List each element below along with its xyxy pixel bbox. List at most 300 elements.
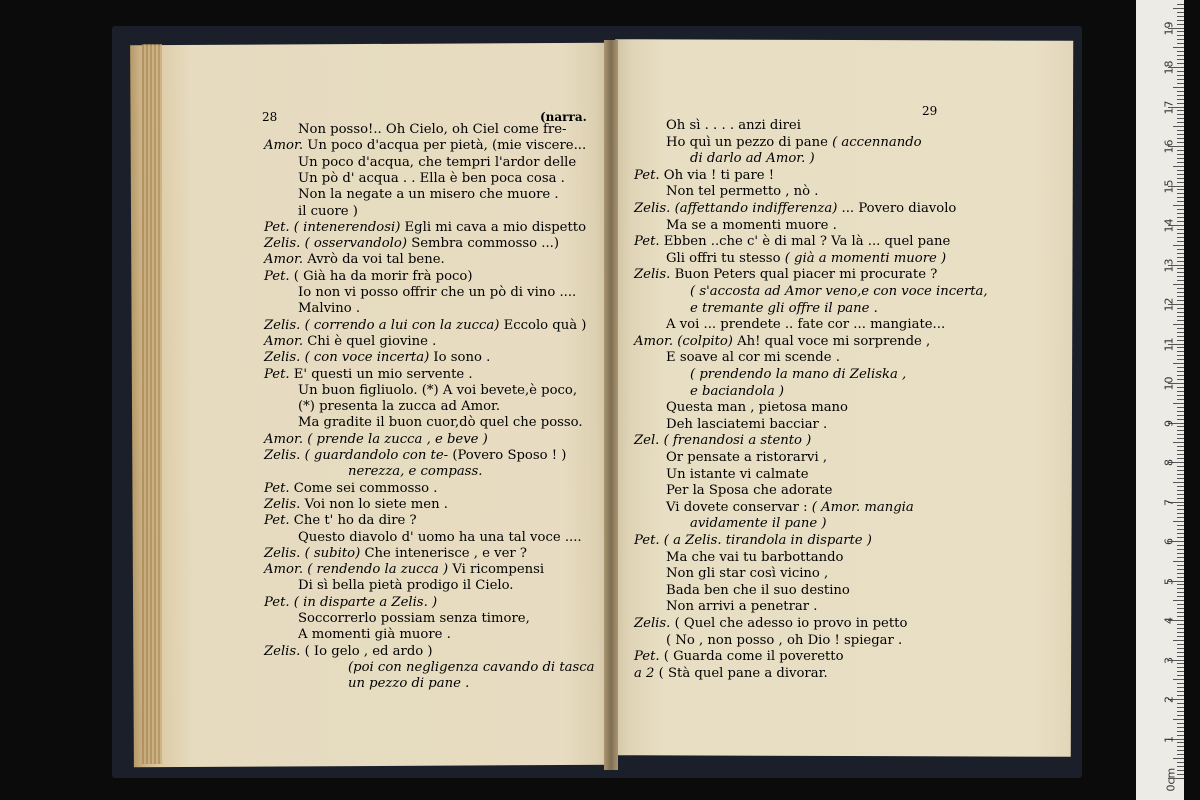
ruler-tick: [1173, 245, 1184, 246]
stage-direction: ( intenerendosi): [293, 219, 401, 235]
verse-text: Io non vi posso offrir che un pò di vino ....: [298, 285, 577, 300]
ruler-tick: [1177, 490, 1184, 491]
text-line: [348, 464, 482, 480]
ruler-tick: [1177, 407, 1184, 408]
ruler-label: 17: [1162, 100, 1176, 114]
ruler-tick: [1177, 189, 1184, 190]
ruler-tick: [1177, 39, 1184, 40]
ruler-tick: [1177, 197, 1184, 198]
ruler-tick: [1177, 533, 1184, 534]
ruler-tick: [1177, 592, 1184, 593]
ruler-tick: [1173, 442, 1184, 443]
ruler-tick: [1177, 312, 1184, 313]
ruler-tick: [1177, 486, 1184, 487]
ruler-tick: [1177, 430, 1184, 431]
speaker-name: Zelis.: [264, 236, 301, 252]
verse-text: Ma che vai tu barbottando: [666, 549, 844, 565]
ruler-tick: [1177, 470, 1184, 471]
ruler-tick: [1177, 20, 1184, 21]
ruler-label: 12: [1162, 297, 1176, 312]
text-line: [666, 550, 843, 566]
verse-text: E soave al cor mi scende .: [666, 350, 840, 366]
verse-text: Che t' ho da dire ?: [293, 513, 417, 529]
ruler-tick: [1177, 675, 1184, 676]
stage-direction: ( in disparte a Zelis. ): [293, 594, 438, 610]
ruler-tick: [1177, 233, 1184, 234]
ruler-tick: [1177, 300, 1184, 301]
verse-text: (*) presenta la zucca ad Amor.: [298, 399, 501, 415]
stage-direction: ( rendendo la zucca ): [307, 562, 449, 578]
stage-direction: ( s'accosta ad Amor veno,e con voce incerta,: [690, 284, 988, 299]
ruler-label: 13: [1162, 258, 1176, 272]
text-line: [264, 252, 445, 268]
ruler-tick: [1173, 640, 1184, 641]
ruler-tick: [1173, 47, 1184, 48]
verse-text: Come sei commosso .: [293, 480, 438, 496]
ruler-label: 3: [1162, 656, 1176, 664]
speaker-name: Amor.: [264, 252, 304, 268]
ruler-tick: [1177, 138, 1184, 139]
ruler-tick: [1177, 379, 1184, 380]
ruler-tick: [1177, 308, 1184, 309]
ruler-tick: [1177, 648, 1184, 649]
ruler-tick: [1177, 24, 1184, 25]
ruler-tick: [1177, 604, 1184, 605]
stage-direction: ( a Zelis. tirandola in disparte ): [663, 533, 872, 548]
speaker-name: Amor.: [264, 333, 304, 349]
text-line: [690, 367, 906, 383]
ruler-tick: [1177, 4, 1184, 5]
ruler-tick: [1177, 249, 1184, 250]
text-line: [634, 666, 828, 682]
ruler-tick: [1177, 367, 1184, 368]
book-gutter: [604, 40, 618, 770]
text-line: [264, 513, 417, 529]
verse-text: ( No , non posso , oh Dio ! spiegar .: [666, 632, 903, 648]
stage-direction: e tremante gli offre il pane .: [690, 300, 878, 316]
ruler-tick: [1177, 695, 1184, 696]
speaker-name: Amor.: [264, 431, 304, 447]
ruler-label: 9: [1162, 419, 1176, 427]
left-page-number: 28: [262, 110, 278, 124]
verse-text: Ma se a momenti muore .: [666, 217, 837, 233]
verse-text: Eccolo quà ): [503, 317, 587, 333]
ruler-tick: [1177, 762, 1184, 763]
ruler-tick: [1177, 63, 1184, 64]
ruler-tick: [1177, 340, 1184, 341]
speaker-name: Amor.: [264, 562, 304, 578]
text-line: [634, 616, 907, 632]
ruler-tick: [1177, 332, 1184, 333]
verse-text: Vi ricompensi: [452, 562, 545, 578]
text-line: [634, 433, 811, 449]
verse-text: Non la negate a un misero che muore .: [298, 187, 559, 203]
ruler-tick: [1177, 118, 1184, 119]
speaker-name: Pet.: [264, 366, 290, 382]
ruler-tick: [1177, 529, 1184, 530]
ruler-tick: [1177, 59, 1184, 60]
speaker-name: Zelis.: [264, 448, 301, 463]
ruler-tick: [1177, 644, 1184, 645]
ruler-tick: [1177, 276, 1184, 277]
verse-text: Questo diavolo d' uomo ha una tal voce ....: [298, 529, 582, 545]
ruler-tick: [1177, 114, 1184, 115]
ruler-tick: [1177, 683, 1184, 684]
ruler-tick: [1177, 328, 1184, 329]
ruler-tick: [1173, 561, 1184, 562]
ruler-tick: [1177, 746, 1184, 747]
verse-text: Malvino .: [298, 301, 361, 317]
ruler-tick: [1177, 754, 1184, 755]
ruler-tick: [1177, 707, 1184, 708]
verse-text: il cuore ): [298, 203, 358, 219]
text-line: [690, 301, 878, 317]
speaker-name: Pet.: [264, 594, 290, 610]
text-line: [666, 317, 945, 333]
text-line: [690, 384, 784, 400]
verse-text: Voi non lo siete men .: [304, 496, 448, 512]
verse-text: ( Stà quel pane a divorar.: [658, 665, 828, 681]
ruler-tick: [1177, 509, 1184, 510]
text-line: [634, 267, 937, 283]
speaker-name: Zelis.: [264, 317, 301, 333]
text-line: [264, 644, 433, 660]
text-line: [298, 285, 576, 301]
text-line: [264, 432, 488, 448]
ruler-tick: [1177, 134, 1184, 135]
ruler-tick: [1177, 715, 1184, 716]
verse-text: ( Io gelo , ed ardo ): [304, 643, 433, 659]
text-line: [264, 497, 448, 513]
ruler-tick: [1177, 95, 1184, 96]
ruler-tick: [1177, 83, 1184, 84]
text-line: [666, 417, 827, 433]
text-line: [264, 269, 473, 285]
text-line: [634, 649, 844, 665]
ruler-tick: [1177, 577, 1184, 578]
verse-text: Un istante vi calmate: [666, 466, 809, 482]
ruler-tick: [1177, 596, 1184, 597]
ruler-tick: [1177, 415, 1184, 416]
verse-text: Un poco d'acqua, che tempri l'ardor delle: [298, 154, 577, 170]
stage-direction: (affettando indifferenza): [674, 201, 838, 216]
verse-text: Un buon figliuolo. (*) A voi bevete,è poco,: [298, 382, 578, 398]
ruler-tick: [1177, 213, 1184, 214]
stage-direction: e baciandola ): [690, 383, 785, 399]
ruler-tick: [1177, 261, 1184, 262]
ruler-tick: [1177, 31, 1184, 32]
verse-text: ( Quel che adesso io provo in petto: [674, 616, 908, 631]
ruler-label: 8: [1162, 459, 1176, 466]
ruler-tick: [1173, 521, 1184, 522]
text-line: [298, 204, 358, 220]
ruler-tick: [1177, 545, 1184, 546]
ruler-label: 1: [1162, 735, 1176, 743]
ruler-tick: [1177, 711, 1184, 712]
text-line: [298, 301, 360, 317]
verse-text: Ebben ..che c' è di mal ? Va là ... quel pane: [663, 234, 951, 250]
ruler-label: 11: [1162, 337, 1176, 351]
text-line: [666, 583, 850, 599]
stage-direction: nerezza, e compass.: [348, 464, 483, 480]
ruler-tick: [1173, 758, 1184, 759]
verse-text: Chi è quel giovine .: [307, 333, 437, 349]
text-line: [298, 415, 583, 431]
ruler-tick: [1177, 296, 1184, 297]
ruler-tick: [1177, 257, 1184, 258]
verse-text: ... Povero diavolo: [841, 201, 957, 216]
verse-text: Sembra commosso ...): [411, 236, 560, 252]
ruler-tick: [1177, 537, 1184, 538]
ruler-tick: [1177, 347, 1184, 348]
speaker-name: Amor.: [264, 138, 304, 154]
ruler-tick: [1177, 446, 1184, 447]
ruler-tick: [1173, 719, 1184, 720]
ruler-tick: [1173, 363, 1184, 364]
text-line: [666, 135, 922, 151]
ruler-tick: [1177, 43, 1184, 44]
stage-direction: ( subito): [304, 545, 361, 561]
verse-text: Or pensate a ristorarvi ,: [666, 450, 828, 465]
ruler-tick: [1177, 288, 1184, 289]
ruler-tick: [1177, 142, 1184, 143]
text-line: [666, 483, 832, 499]
speaker-name: Zelis.: [634, 616, 671, 631]
ruler-tick: [1177, 292, 1184, 293]
stage-direction: ( correndo a lui con la zucca): [304, 317, 500, 333]
ruler-tick: [1177, 154, 1184, 155]
ruler-tick: [1177, 703, 1184, 704]
stage-direction: ( con voce incerta): [304, 350, 430, 366]
ruler-tick: [1177, 71, 1184, 72]
ruler-tick: [1177, 162, 1184, 163]
verse-text: Gli offri tu stesso: [666, 250, 781, 266]
speaker-name: Zelis.: [634, 267, 671, 283]
ruler-tick: [1177, 371, 1184, 372]
verse-text: A voi ... prendete .. fate cor ... mangiate...: [666, 317, 946, 333]
verse-text: ( Guarda come il poveretto: [663, 649, 844, 665]
text-line: [264, 546, 527, 562]
text-line: [264, 236, 559, 252]
stage-direction: (poi con negligenza cavando di tasca: [348, 659, 595, 675]
ruler-tick: [1177, 742, 1184, 743]
page-edges: [142, 44, 162, 764]
speaker-name: Zelis.: [634, 201, 671, 216]
ruler-tick: [1177, 158, 1184, 159]
ruler-tick: [1177, 553, 1184, 554]
verse-text: A momenti già muore .: [298, 627, 451, 643]
text-line: [348, 660, 595, 676]
ruler-tick: [1177, 636, 1184, 637]
ruler-tick: [1177, 774, 1184, 775]
text-line: [264, 448, 566, 464]
speaker-name: Zelis.: [264, 643, 301, 659]
text-line: [634, 334, 930, 350]
verse-text: E' questi un mio servente .: [293, 366, 473, 382]
text-line: [298, 530, 582, 546]
ruler-tick: [1177, 513, 1184, 514]
ruler-tick: [1177, 399, 1184, 400]
text-line: [690, 516, 827, 532]
verse-text: Buon Peters qual piacer mi procurate ?: [674, 267, 938, 283]
ruler-tick: [1173, 403, 1184, 404]
text-line: [264, 220, 586, 236]
verse-text: Io sono .: [433, 350, 491, 366]
ruler-tick: [1177, 466, 1184, 467]
text-line: [298, 399, 500, 415]
speaker-name: Pet.: [634, 167, 660, 183]
ruler-tick: [1173, 482, 1184, 483]
measuring-ruler: [1136, 0, 1184, 800]
verse-text: Avrò da voi tal bene.: [307, 252, 445, 268]
verse-text: Non posso!.. Oh Cielo, oh Ciel come fre-: [298, 122, 567, 137]
speaker-name: Zelis.: [264, 545, 301, 561]
stage-direction: avidamente il pane ): [690, 516, 827, 532]
ruler-tick: [1177, 750, 1184, 751]
text-line: [690, 284, 988, 300]
ruler-tick: [1177, 201, 1184, 202]
ruler-tick: [1177, 91, 1184, 92]
text-line: [298, 171, 565, 187]
text-line: [666, 566, 828, 582]
speaker-name: Pet.: [634, 649, 660, 665]
ruler-tick: [1177, 174, 1184, 175]
verse-text: (Povero Sposo ! ): [452, 448, 567, 463]
ruler-label: 6: [1162, 538, 1176, 545]
ruler-tick: [1177, 652, 1184, 653]
ruler-tick: [1177, 320, 1184, 321]
verse-text: Non tel permetto , nò .: [666, 184, 819, 200]
ruler-tick: [1177, 434, 1184, 435]
ruler-tick: [1177, 628, 1184, 629]
ruler-tick: [1177, 671, 1184, 672]
text-line: [298, 627, 451, 643]
stage-direction: ( Amor. mangia: [811, 499, 914, 515]
text-line: [348, 676, 469, 692]
ruler-label: 4: [1162, 617, 1176, 624]
text-line: [666, 251, 946, 267]
stage-direction: (colpito): [677, 333, 733, 349]
text-line: [666, 633, 902, 649]
ruler-tick: [1177, 663, 1184, 664]
ruler-tick: [1177, 355, 1184, 356]
ruler-tick: [1173, 166, 1184, 167]
ruler-tick: [1177, 193, 1184, 194]
stage-direction: ( accennando: [832, 134, 922, 150]
text-line: [666, 450, 827, 466]
ruler-tick: [1177, 498, 1184, 499]
ruler-tick: [1177, 450, 1184, 451]
ruler-tick: [1173, 8, 1184, 9]
verse-text: Per la Sposa che adorate: [666, 483, 833, 499]
verse-text: Non gli star così vicino ,: [666, 566, 829, 582]
ruler-tick: [1173, 284, 1184, 285]
ruler-tick: [1177, 549, 1184, 550]
speaker-name: Pet.: [634, 533, 660, 548]
text-line: [264, 595, 437, 611]
text-line: [264, 367, 473, 383]
ruler-tick: [1173, 679, 1184, 680]
text-line: [666, 500, 914, 516]
ruler-tick: [1173, 324, 1184, 325]
ruler-tick: [1177, 209, 1184, 210]
speaker-name: Pet.: [264, 219, 290, 235]
ruler-tick: [1177, 517, 1184, 518]
ruler-tick: [1177, 387, 1184, 388]
text-line: [666, 400, 848, 416]
speaker-name: Zelis.: [264, 350, 301, 366]
ruler-tick: [1177, 268, 1184, 269]
ruler-tick: [1177, 395, 1184, 396]
text-line: [264, 318, 586, 334]
ruler-label: 19: [1162, 21, 1176, 35]
stage-direction: un pezzo di pane .: [348, 676, 470, 692]
ruler-tick: [1177, 237, 1184, 238]
text-line: [298, 611, 530, 627]
ruler-tick: [1177, 573, 1184, 574]
text-line: [298, 578, 514, 594]
text-line: [264, 562, 544, 578]
ruler-tick: [1177, 150, 1184, 151]
ruler-tick: [1177, 584, 1184, 585]
ruler-tick: [1177, 241, 1184, 242]
ruler-tick: [1173, 600, 1184, 601]
ruler-label: 2: [1162, 696, 1176, 703]
stage-direction: ( già a momenti muore ): [784, 250, 947, 266]
ruler-tick: [1177, 723, 1184, 724]
ruler-tick: [1173, 126, 1184, 127]
verse-text: Bada ben che il suo destino: [666, 582, 850, 598]
ruler-tick: [1177, 557, 1184, 558]
verse-text: Questa man , pietosa mano: [666, 400, 848, 416]
verse-text: Oh via ! ti pare !: [663, 167, 775, 183]
ruler-tick: [1177, 110, 1184, 111]
verse-text: Non arrivi a penetrar .: [666, 599, 818, 615]
ruler-tick: [1177, 426, 1184, 427]
ruler-unit: 0cm: [1164, 767, 1178, 792]
ruler-tick: [1177, 130, 1184, 131]
left-catchword-top: (narra.: [540, 110, 587, 124]
text-line: [264, 350, 490, 366]
ruler-tick: [1177, 632, 1184, 633]
ruler-label: 7: [1162, 498, 1176, 506]
ruler-label: 5: [1162, 577, 1176, 585]
text-line: [634, 201, 956, 217]
verse-text: Soccorrerlo possiam senza timore,: [298, 611, 530, 626]
ruler-tick: [1177, 525, 1184, 526]
text-line: [264, 481, 437, 497]
ruler-tick: [1177, 588, 1184, 589]
text-line: [298, 383, 577, 399]
ruler-tick: [1177, 99, 1184, 100]
verse-text: Ah! qual voce mi sorprende ,: [737, 333, 931, 349]
text-line: [666, 350, 840, 366]
ruler-tick: [1177, 731, 1184, 732]
speaker-name: Pet.: [264, 480, 290, 496]
verse-text: ( Già ha da morir frà poco): [293, 268, 473, 284]
ruler-tick: [1177, 122, 1184, 123]
text-line: [264, 138, 586, 154]
ruler-tick: [1177, 359, 1184, 360]
text-line: [666, 184, 818, 200]
ruler-tick: [1177, 656, 1184, 657]
ruler-label: 18: [1162, 60, 1176, 75]
ruler-tick: [1177, 505, 1184, 506]
ruler-tick: [1177, 217, 1184, 218]
ruler-tick: [1177, 687, 1184, 688]
ruler-tick: [1177, 75, 1184, 76]
ruler-tick: [1177, 280, 1184, 281]
